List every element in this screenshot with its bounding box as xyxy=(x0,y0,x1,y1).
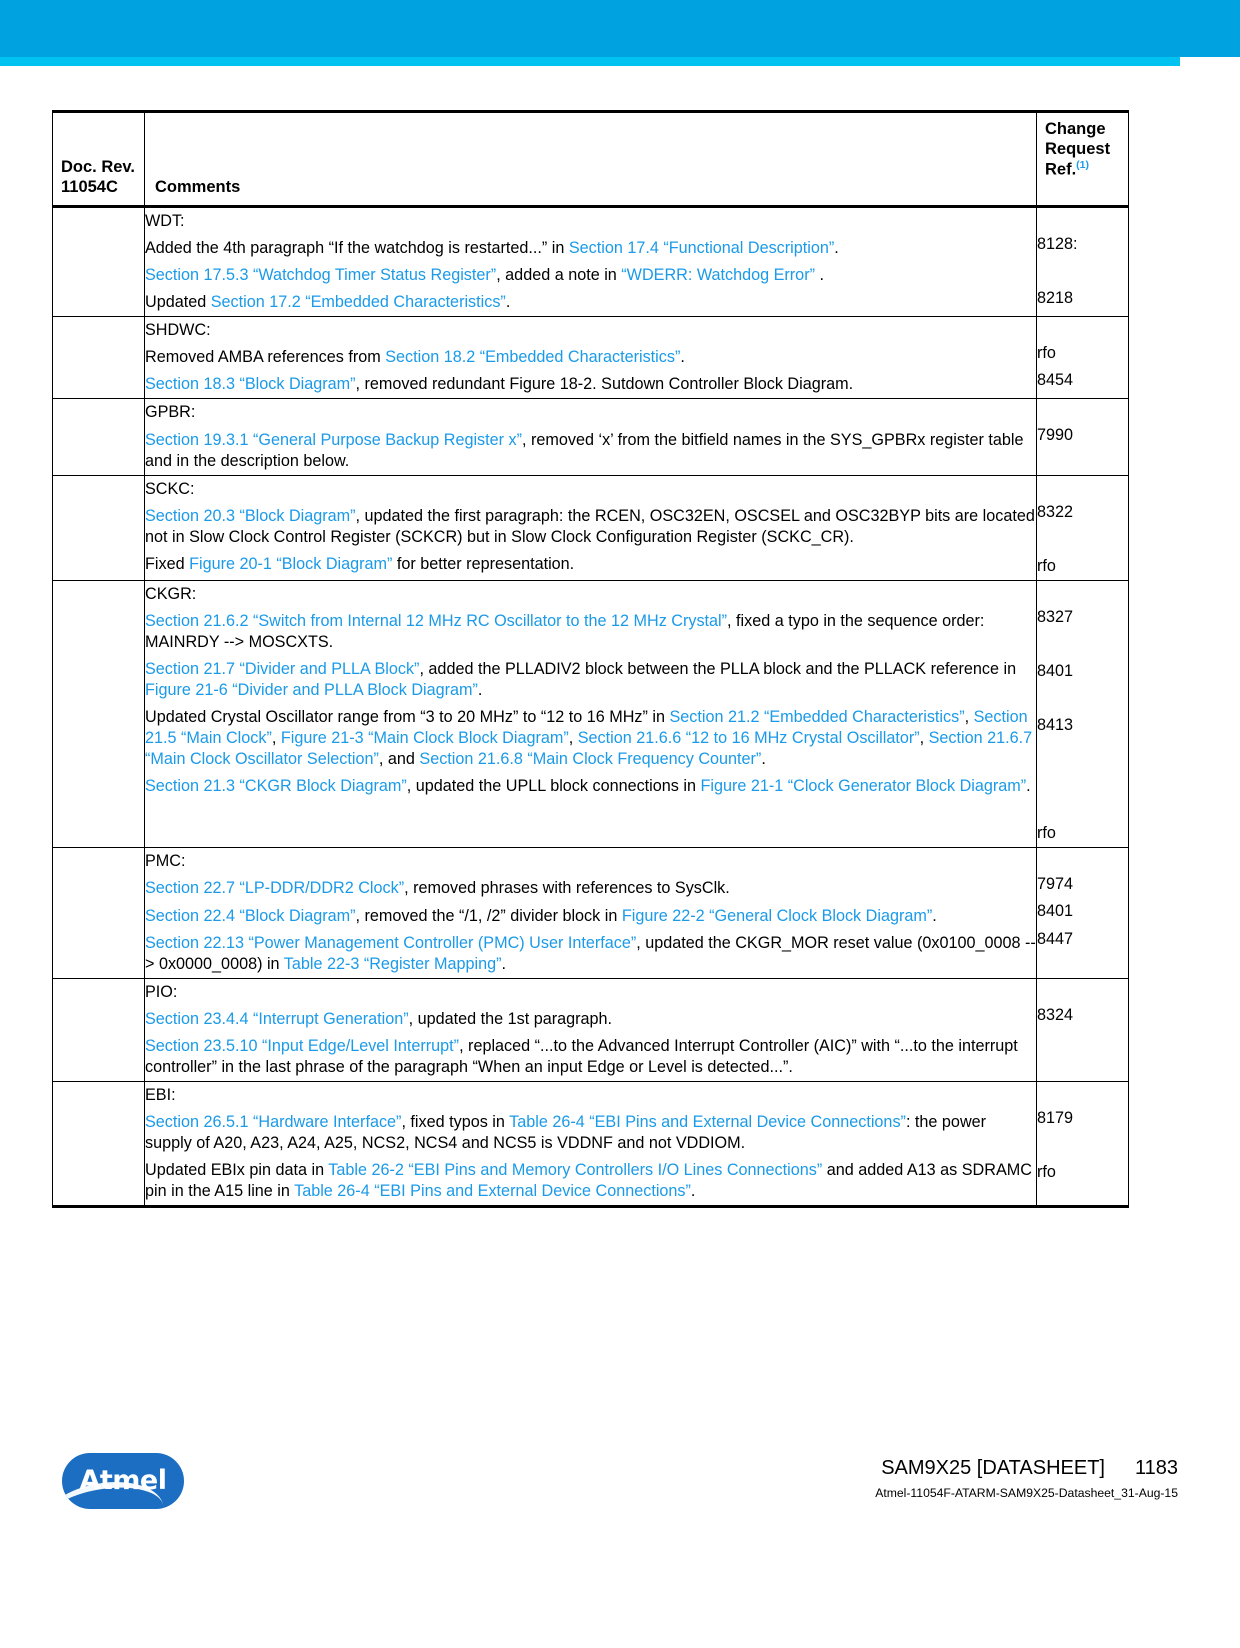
top-accent-bar xyxy=(0,0,1240,57)
comment-paragraph xyxy=(145,1157,1036,1205)
cell-comments xyxy=(145,848,1037,978)
comment-text: , and xyxy=(378,750,420,769)
comment-paragraph xyxy=(145,427,1036,475)
comment-text: , added a note in xyxy=(496,266,622,285)
cross-reference-link[interactable]: Section 18.2 “Embedded Characteristics” xyxy=(385,348,681,367)
comment-text: . xyxy=(932,906,937,925)
cross-reference-link[interactable]: Section 17.2 “Embedded Characteristics” xyxy=(210,293,506,312)
comment-text: SHDWC: xyxy=(145,321,211,340)
cell-comments xyxy=(145,475,1037,580)
change-request-number xyxy=(1037,526,1128,553)
cell-change-request-ref xyxy=(1037,580,1129,848)
table-header-row xyxy=(53,112,1129,207)
cross-reference-link[interactable]: Section 21.7 “Divider and PLLA Block” xyxy=(145,660,420,678)
comment-text: and added A13 as SDRAMC pin in the A15 line in xyxy=(145,1161,1032,1201)
comment-text: , xyxy=(919,729,929,748)
change-request-number: 8413 xyxy=(1037,716,1074,735)
comment-text: , fixed a typo in the sequence order: MAINRDY --> MOSCXTS. xyxy=(145,611,985,651)
comment-text: , xyxy=(271,729,281,748)
comment-text: . xyxy=(761,750,766,769)
cross-reference-link[interactable]: Figure 22-2 “General Clock Block Diagram” xyxy=(621,906,933,925)
cross-reference-link[interactable]: Section 17.4 “Functional Description” xyxy=(568,239,835,258)
comment-paragraph xyxy=(145,262,1036,289)
cell-change-request-ref xyxy=(1037,848,1129,978)
change-request-number: 8401 xyxy=(1037,661,1074,680)
cross-reference-link[interactable]: “WDERR: Watchdog Error” xyxy=(621,266,815,285)
cross-reference-link[interactable]: Section 23.5.10 “Input Edge/Level Interrupt” xyxy=(145,1036,460,1055)
comment-text: , fixed typos in xyxy=(401,1113,510,1131)
change-request-number: 7990 xyxy=(1037,426,1074,445)
atmel-logo xyxy=(62,1453,184,1509)
cell-change-request-ref xyxy=(1037,1081,1129,1206)
change-request-number xyxy=(1037,685,1128,712)
table-row xyxy=(53,317,1129,399)
comment-paragraph xyxy=(145,903,1036,930)
cross-reference-link[interactable]: Table 26-4 “EBI Pins and External Device Connections” xyxy=(509,1113,906,1131)
comment-text: Fixed xyxy=(145,554,190,573)
comment-text: . xyxy=(690,1182,696,1201)
cross-reference-link[interactable]: Section 20.3 “Block Diagram” xyxy=(145,506,356,525)
change-request-number: 8447 xyxy=(1037,929,1074,948)
logo-wordmark: Atmel xyxy=(79,1465,167,1496)
comment-paragraph xyxy=(145,1033,1036,1081)
table-row xyxy=(53,207,1129,317)
cross-reference-link[interactable]: Section 17.5.3 “Watchdog Timer Status Register” xyxy=(145,266,497,285)
cross-reference-link[interactable]: Table 26-4 “EBI Pins and External Device Connections” xyxy=(294,1182,691,1201)
comment-text: , removed phrases with references to SysClk. xyxy=(404,879,730,898)
comment-paragraph xyxy=(145,503,1036,551)
comment-text: PMC: xyxy=(145,852,186,871)
comment-text: PIO: xyxy=(145,982,178,1001)
table-row xyxy=(53,1081,1129,1206)
cross-reference-link[interactable]: Section 23.4.4 “Interrupt Generation” xyxy=(145,1009,409,1028)
comment-text: , removed redundant Figure 18-2. Sutdown Controller Block Diagram. xyxy=(355,375,854,394)
comment-text: Updated EBIx pin data in xyxy=(145,1161,329,1180)
comment-text: Added the 4th paragraph “If the watchdog is restarted...” in xyxy=(145,239,569,258)
comment-paragraph xyxy=(145,476,1036,503)
comment-paragraph xyxy=(145,581,1036,608)
cross-reference-link[interactable]: Figure 21-3 “Main Clock Block Diagram” xyxy=(280,729,569,748)
change-request-number: 8454 xyxy=(1037,371,1074,390)
comment-text: for better representation. xyxy=(392,554,575,573)
comment-paragraph xyxy=(145,979,1036,1006)
header-change-line3: Ref.$^{(1)}$ xyxy=(1045,159,1090,179)
cross-reference-link[interactable]: Section 22.13 “Power Management Controller (PMC) User Interface” xyxy=(145,933,637,952)
comment-paragraph xyxy=(145,875,1036,902)
cell-comments xyxy=(145,317,1037,399)
footer-page-number: 1183 xyxy=(1134,1457,1178,1479)
top-accent-bar-secondary xyxy=(0,57,1180,66)
change-request-number: 8179 xyxy=(1037,1108,1074,1127)
cell-comments xyxy=(145,978,1037,1081)
change-request-number: 8327 xyxy=(1037,607,1074,626)
comment-text: , updated the first paragraph: the RCEN, OSC32EN, OSCSEL and OSC32BYP bits are located not in Slow Clock Control Register (SCKCR) but in Slow Clock Configuration Register (SCKC_CR). xyxy=(145,506,1035,546)
cell-change-request-ref xyxy=(1037,207,1129,317)
change-request-number xyxy=(1037,793,1128,820)
header-change-line2: Request xyxy=(1045,140,1111,159)
comment-text: . xyxy=(501,954,507,973)
comment-text: . xyxy=(814,266,824,285)
cross-reference-link[interactable]: Section 21.6.2 “Switch from Internal 12 MHz RC Oscillator to the 12 MHz Crystal” xyxy=(145,611,728,630)
table-row xyxy=(53,475,1129,580)
cell-comments xyxy=(145,1081,1037,1206)
cross-reference-link[interactable]: Section 21.3 “CKGR Block Diagram” xyxy=(145,777,407,796)
cell-doc-rev xyxy=(53,1081,145,1206)
cell-doc-rev xyxy=(53,207,145,317)
comment-text: : the power supply of A20, A23, A24, A25, NCS2, NCS4 and NCS5 is VDDNF and not VDDIOM. xyxy=(145,1113,987,1153)
comment-paragraph xyxy=(145,848,1036,875)
comment-paragraph xyxy=(145,1006,1036,1033)
comment-paragraph xyxy=(145,551,1036,578)
comment-paragraph xyxy=(145,1109,1036,1157)
cell-doc-rev xyxy=(53,580,145,848)
header-doc-rev xyxy=(53,112,145,207)
comment-paragraph xyxy=(145,656,1036,704)
cross-reference-link[interactable]: Figure 21-6 “Divider and PLLA Block Diagram” xyxy=(145,681,478,700)
comment-paragraph xyxy=(145,608,1036,656)
comment-paragraph xyxy=(145,704,1036,773)
comment-text: . xyxy=(1026,777,1031,796)
table-row xyxy=(53,580,1129,848)
comment-text: , removed ‘x’ from the bitfield names in the SYS_GPBRx register table and in the description below. xyxy=(145,430,1024,470)
cross-reference-link[interactable]: Section 21.6.6 “12 to 16 MHz Crystal Oscillator” xyxy=(577,729,920,748)
comment-paragraph xyxy=(145,344,1036,371)
revision-history-table xyxy=(52,110,1129,1208)
change-request-number: 8324 xyxy=(1037,1005,1074,1024)
comment-paragraph xyxy=(145,289,1036,316)
comment-text: SCKC: xyxy=(145,479,195,498)
footer-doc-ref: Atmel-11054F-ATARM-SAM9X25-Datasheet_31-Aug-15 xyxy=(875,1486,1178,1500)
cell-doc-rev xyxy=(53,317,145,399)
change-request-number xyxy=(1037,258,1128,285)
comment-text: Updated xyxy=(145,293,211,312)
comment-paragraph xyxy=(145,371,1036,398)
change-request-number: rfo xyxy=(1037,344,1056,363)
cross-reference-link[interactable]: Section 21.6.8 “Main Clock Frequency Counter” xyxy=(419,750,762,769)
cell-comments xyxy=(145,399,1037,475)
comment-text: . xyxy=(477,681,483,700)
cell-comments xyxy=(145,207,1037,317)
comment-text: GPBR: xyxy=(145,403,196,422)
header-change-line1: Change xyxy=(1045,120,1106,138)
cross-reference-link[interactable]: Section 21.6.7 “Main Clock Oscillator Selection” xyxy=(145,729,1033,769)
comment-paragraph xyxy=(145,208,1036,235)
comment-text: , replaced “...to the Advanced Interrupt Controller (AIC)” with “...to the interrupt controller” in the last phrase of the paragraph “When an input Edge or Level is detected...”. xyxy=(145,1036,1018,1076)
cross-reference-link[interactable]: Section 21.5 “Main Clock” xyxy=(145,708,1028,748)
comment-paragraph xyxy=(145,930,1036,978)
cross-reference-link[interactable]: Section 21.2 “Embedded Characteristics” xyxy=(669,708,965,727)
change-request-number xyxy=(1037,631,1128,658)
comment-text: . xyxy=(505,293,511,312)
change-request-number: 8401 xyxy=(1037,902,1074,921)
change-request-number xyxy=(1037,1132,1128,1159)
comment-text: , xyxy=(964,708,974,727)
cross-reference-link[interactable]: Figure 21-1 “Clock Generator Block Diagram” xyxy=(700,777,1027,796)
comment-text: , xyxy=(568,729,578,748)
cross-reference-link[interactable]: Table 22-3 “Register Mapping” xyxy=(283,954,502,973)
change-request-number: rfo xyxy=(1037,824,1056,843)
cross-reference-link[interactable]: Section 26.5.1 “Hardware Interface” xyxy=(145,1113,402,1131)
comment-paragraph xyxy=(145,1082,1036,1109)
comment-paragraph xyxy=(145,399,1036,426)
cell-change-request-ref xyxy=(1037,399,1129,475)
cell-doc-rev xyxy=(53,848,145,978)
change-request-number xyxy=(1037,766,1128,793)
header-change-request-ref xyxy=(1037,112,1129,207)
revision-history-table-container xyxy=(52,110,1128,1208)
comment-text: . xyxy=(680,348,685,367)
cross-reference-link[interactable]: Section 18.3 “Block Diagram” xyxy=(145,375,356,394)
cell-change-request-ref xyxy=(1037,978,1129,1081)
cell-change-request-ref xyxy=(1037,475,1129,580)
change-request-number: rfo xyxy=(1037,556,1056,575)
comment-text: . xyxy=(834,239,839,258)
comment-text: Updated Crystal Oscillator range from “3 to 20 MHz” to “12 to 16 MHz” in xyxy=(145,708,670,727)
table-row xyxy=(53,848,1129,978)
cross-reference-link[interactable]: Section 22.4 “Block Diagram” xyxy=(145,906,356,925)
change-request-number: 7974 xyxy=(1037,875,1074,894)
change-request-number: 8322 xyxy=(1037,502,1074,521)
comment-paragraph xyxy=(145,773,1036,800)
comment-text: , added the PLLADIV2 block between the PLLA block and the PLLACK reference in xyxy=(419,660,1017,678)
comment-paragraph xyxy=(145,317,1036,344)
footer-text-block xyxy=(875,1457,1178,1500)
cell-doc-rev xyxy=(53,475,145,580)
comment-text: Removed AMBA references from xyxy=(145,348,386,367)
comment-text: WDT: xyxy=(145,212,185,230)
cross-reference-link[interactable]: Table 26-2 “EBI Pins and Memory Controllers I/O Lines Connections” xyxy=(328,1161,823,1180)
table-row xyxy=(53,399,1129,475)
cross-reference-link[interactable]: Figure 20-1 “Block Diagram” xyxy=(189,554,393,573)
comment-text: , updated the UPLL block connections in xyxy=(406,777,701,796)
comment-text: , updated the CKGR_MOR reset value (0x0100_0008 --> 0x0000_0008) in xyxy=(145,933,1036,973)
cell-change-request-ref xyxy=(1037,317,1129,399)
comment-paragraph xyxy=(145,235,1036,262)
cell-doc-rev xyxy=(53,978,145,1081)
comment-text: CKGR: xyxy=(145,584,197,603)
comment-text: , removed the “/1, /2” divider block in xyxy=(355,906,622,925)
header-doc-rev-line1: Doc. Rev. xyxy=(61,157,135,176)
cell-doc-rev xyxy=(53,399,145,475)
cross-reference-link[interactable]: Section 19.3.1 “General Purpose Backup Register x” xyxy=(145,430,523,449)
footnote-marker: (1) xyxy=(1076,159,1090,172)
change-request-number xyxy=(1037,739,1128,766)
change-request-number: 8218 xyxy=(1037,289,1074,308)
header-comments: Comments xyxy=(145,112,1037,207)
table-row xyxy=(53,978,1129,1081)
cross-reference-link[interactable]: Section 22.7 “LP-DDR/DDR2 Clock” xyxy=(145,879,405,898)
header-doc-rev-line2: 11054C xyxy=(61,177,118,196)
comment-text: EBI: xyxy=(145,1085,176,1104)
footer-doc-title xyxy=(875,1457,1178,1480)
page-footer xyxy=(0,1443,1240,1563)
comment-text: , updated the 1st paragraph. xyxy=(408,1009,613,1028)
change-request-number: rfo xyxy=(1037,1163,1056,1182)
change-request-number: 8128: xyxy=(1037,235,1078,253)
footer-title-text: SAM9X25 [DATASHEET] xyxy=(881,1457,1105,1479)
cell-comments xyxy=(145,580,1037,848)
